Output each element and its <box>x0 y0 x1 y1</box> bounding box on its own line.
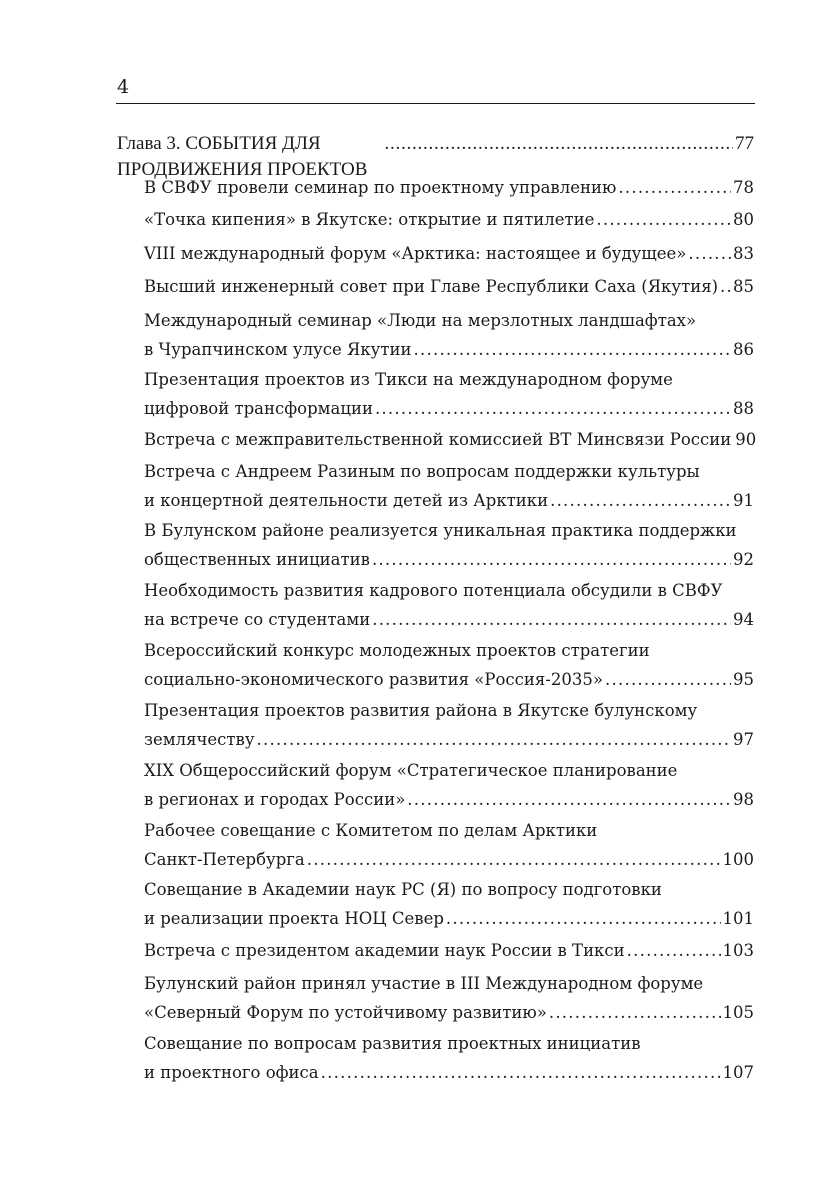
leader-dots <box>720 273 731 302</box>
entry-page: 103 <box>722 941 754 960</box>
chapter-page: 77 <box>735 133 754 154</box>
toc-entry[interactable] <box>144 273 754 302</box>
page-number: 4 <box>117 76 130 98</box>
entry-page: 107 <box>722 1062 754 1082</box>
entry-title-line2: социально-экономического развития «Россия-2035» <box>144 669 603 689</box>
entry-page: 78 <box>733 178 754 197</box>
entry-title: VIII международный форум «Арктика: настоящее и будущее» <box>144 244 687 263</box>
leader-dots <box>384 131 733 157</box>
entry-page: 85 <box>733 277 754 296</box>
leader-dots <box>596 206 731 235</box>
chapter-title: Глава 3. СОБЫТИЯ ДЛЯ ПРОДВИЖЕНИЯ ПРОЕКТОВ <box>117 133 368 180</box>
toc-entry[interactable] <box>144 937 754 966</box>
toc-entry[interactable] <box>144 817 754 874</box>
entry-page: 86 <box>733 339 754 359</box>
leader-dots <box>413 336 731 365</box>
entry-title-line2: в регионах и городах России» <box>144 789 406 809</box>
toc-entry[interactable] <box>144 366 754 423</box>
entry-title-line1: Совещание по вопросам развития проектных инициатив <box>144 1034 641 1053</box>
entry-title-line1: Встреча с Андреем Разиным по вопросам поддержки культуры <box>144 462 700 481</box>
toc-entry[interactable] <box>144 206 754 235</box>
entry-title: В СВФУ провели семинар по проектному управлению <box>144 178 617 197</box>
toc-entry[interactable] <box>144 757 754 814</box>
entry-title-line1: Международный семинар «Люди на мерзлотных ландшафтах» <box>144 311 697 330</box>
toc-entry[interactable] <box>144 458 754 515</box>
entry-title-line1: Рабочее совещание с Комитетом по делам Арктики <box>144 821 598 840</box>
entry-page: 101 <box>722 908 754 928</box>
entry-title-line2: на встрече со студентами <box>144 609 371 629</box>
toc-entry[interactable] <box>144 426 757 455</box>
entry-page: 95 <box>733 669 754 689</box>
entry-title: Встреча с президентом академии наук России в Тикси <box>144 941 625 960</box>
entry-title: Встреча с межправительственной комиссией ВТ Минсвязи России <box>144 430 732 449</box>
leader-dots <box>375 395 731 424</box>
toc-entry[interactable] <box>144 876 754 933</box>
leader-dots <box>627 937 721 966</box>
entry-title-line1: Булунский район принял участие в III Международном форуме <box>144 974 704 993</box>
toc-entry[interactable] <box>144 240 754 269</box>
leader-dots <box>550 487 731 516</box>
entry-title-line2: «Северный Форум по устойчивому развитию» <box>144 1002 547 1022</box>
entry-title-line2: Санкт-Петербурга <box>144 849 305 869</box>
toc-entry[interactable] <box>144 970 754 1027</box>
entry-title-line1: Презентация проектов развития района в Якутске булунскому <box>144 701 698 720</box>
leader-dots <box>407 786 731 815</box>
entry-title-line2: землячеству <box>144 729 255 749</box>
entry-page: 80 <box>733 210 754 229</box>
entry-page: 94 <box>733 609 754 629</box>
entry-title-line2: и концертной деятельности детей из Арктики <box>144 490 549 510</box>
toc-entry[interactable] <box>144 637 754 694</box>
entry-title-line2: в Чурапчинском улусе Якутии <box>144 339 412 359</box>
entry-page: 97 <box>733 729 754 749</box>
toc-entry[interactable] <box>144 1030 754 1087</box>
entry-page: 92 <box>733 549 754 569</box>
leader-dots <box>446 905 721 934</box>
entry-page: 100 <box>722 849 754 869</box>
entry-title-line2: и реализации проекта НОЦ Север <box>144 908 444 928</box>
entry-title-line1: Презентация проектов из Тикси на международном форуме <box>144 370 673 389</box>
entry-title-line1: Совещание в Академии наук РС (Я) по вопросу подготовки <box>144 880 662 899</box>
leader-dots <box>257 726 731 755</box>
entry-page: 91 <box>733 490 754 510</box>
leader-dots <box>605 666 731 695</box>
leader-dots <box>307 846 721 875</box>
entry-title-line2: цифровой трансформации <box>144 398 373 418</box>
toc-entry[interactable] <box>144 577 754 634</box>
header-rule <box>116 103 755 104</box>
entry-title-line2: и проектного офиса <box>144 1062 319 1082</box>
toc-entry[interactable] <box>144 307 754 364</box>
entry-title-line1: Необходимость развития кадрового потенциала обсудили в СВФУ <box>144 581 723 600</box>
toc-entry[interactable] <box>144 697 754 754</box>
entry-title: Высший инженерный совет при Главе Республики Саха (Якутия) <box>144 277 719 296</box>
leader-dots <box>549 999 721 1028</box>
entry-page: 105 <box>722 1002 754 1022</box>
entry-page: 98 <box>733 789 754 809</box>
leader-dots <box>372 606 731 635</box>
entry-title-line1: Всероссийский конкурс молодежных проектов стратегии <box>144 641 650 660</box>
leader-dots <box>321 1059 721 1088</box>
entry-page: 83 <box>733 244 754 263</box>
entry-page: 88 <box>733 398 754 418</box>
entry-title: «Точка кипения» в Якутске: открытие и пятилетие <box>144 210 595 229</box>
entry-page: 90 <box>735 430 757 449</box>
leader-dots <box>372 546 731 575</box>
leader-dots <box>618 174 731 203</box>
toc-entry[interactable] <box>144 517 754 574</box>
entry-title-line1: В Булунском районе реализуется уникальная практика поддержки <box>144 521 737 540</box>
entry-title-line1: XIX Общероссийский форум «Стратегическое планирование <box>144 761 678 780</box>
leader-dots <box>688 240 731 269</box>
entry-title-line2: общественных инициатив <box>144 549 370 569</box>
toc-entry[interactable] <box>144 174 754 203</box>
